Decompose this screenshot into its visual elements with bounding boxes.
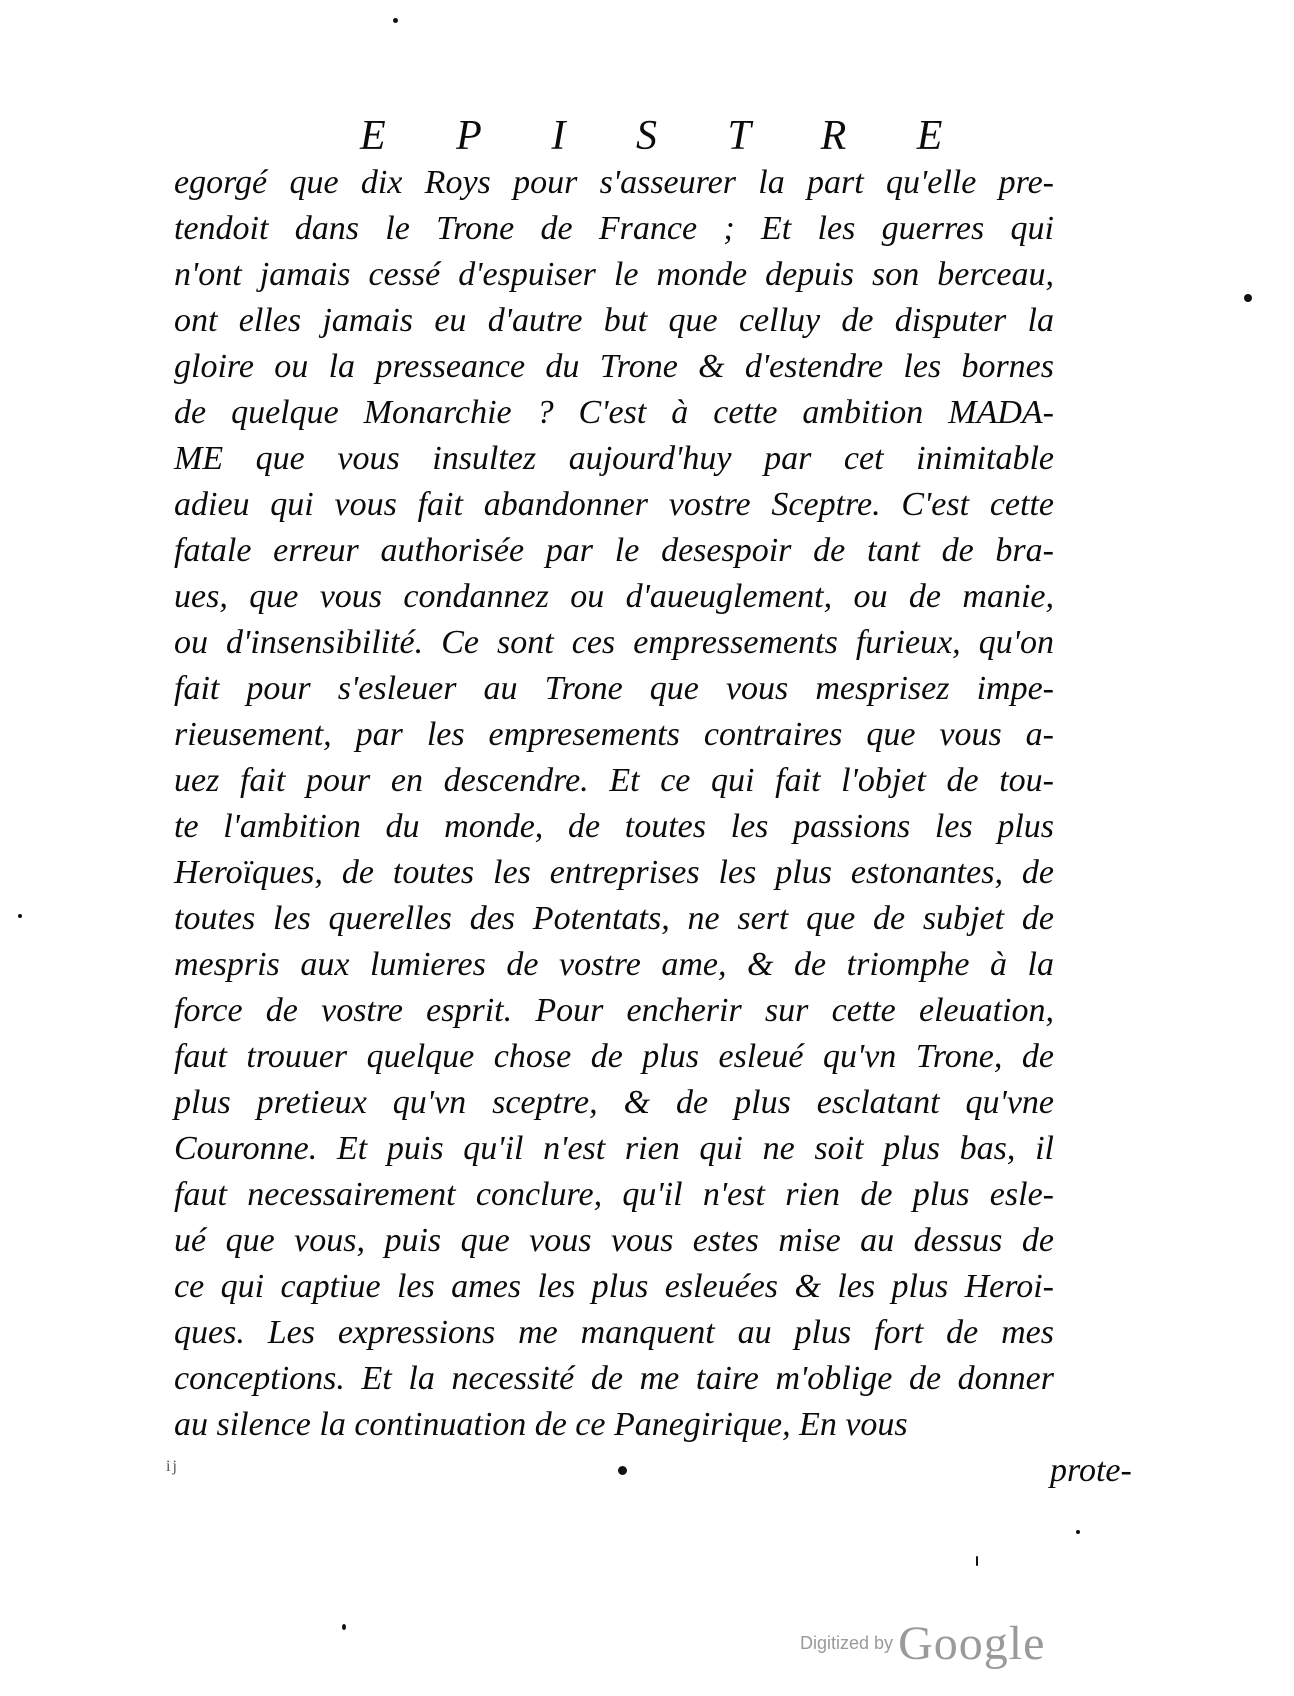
body-text [174,160,1144,1448]
text-line: ué que vous, puis que vous vous estes mise au dessus de [174,1222,1054,1259]
catchword: prote- [1050,1452,1132,1489]
watermark-brand: Google [898,1617,1046,1670]
text-line: n'ont jamais cessé d'espuiser le monde depuis son berceau, [174,256,1054,293]
text-line: tendoit dans le Trone de France ; Et les guerres qui [174,210,1054,247]
text-line: ont elles jamais eu d'autre but que celluy de disputer la [174,302,1054,339]
text-line: plus pretieux qu'vn sceptre, & de plus esclatant qu'vne [174,1084,1054,1121]
text-line: te l'ambition du monde, de toutes les passions les plus [174,808,1054,845]
text-line: uez fait pour en descendre. Et ce qui fait l'objet de tou- [174,762,1054,799]
ink-speck [618,1466,627,1475]
text-line: ques. Les expressions me manquent au plus fort de mes [174,1314,1054,1351]
text-line: Couronne. Et puis qu'il n'est rien qui ne soit plus bas, il [174,1130,1054,1167]
running-head: E P I S T R E [360,113,973,159]
ink-speck [976,1556,978,1566]
text-line: ou d'insensibilité. Ce sont ces empressements furieux, qu'on [174,624,1054,661]
text-line: adieu qui vous fait abandonner vostre Sceptre. C'est cette [174,486,1054,523]
ink-speck [1076,1530,1080,1534]
text-line: faut necessairement conclure, qu'il n'est rien de plus esle- [174,1176,1054,1213]
text-line: ues, que vous condannez ou d'aueuglement, ou de manie, [174,578,1054,615]
text-line: de quelque Monarchie ? C'est à cette ambition MADA- [174,394,1054,431]
ink-speck [18,914,22,918]
text-line: conceptions. Et la necessité de me taire m'oblige de donner [174,1360,1054,1397]
watermark-prefix: Digitized by [800,1633,894,1653]
text-line: mespris aux lumieres de vostre ame, & de triomphe à la [174,946,1054,983]
text-line: force de vostre esprit. Pour encherir sur cette eleuation, [174,992,1054,1029]
text-line: gloire ou la presseance du Trone & d'estendre les bornes [174,348,1054,385]
digitized-watermark [800,1616,1046,1670]
text-line: fatale erreur authorisée par le desespoir de tant de bra- [174,532,1054,569]
text-line: ce qui captiue les ames les plus esleuées & les plus Heroi- [174,1268,1054,1305]
signature-mark: ij [166,1458,179,1475]
text-line: toutes les querelles des Potentats, ne sert que de subjet de [174,900,1054,937]
ink-speck [1244,294,1252,302]
text-line: au silence la continuation de ce Panegirique, En vous [174,1406,908,1443]
ink-speck [342,1624,346,1630]
text-line: rieusement, par les empresements contraires que vous a- [174,716,1054,753]
ink-speck [393,18,398,23]
text-line: fait pour s'esleuer au Trone que vous mesprisez impe- [174,670,1054,707]
text-line: ME que vous insultez aujourd'huy par cet inimitable [174,440,1054,477]
text-line: egorgé que dix Roys pour s'asseurer la part qu'elle pre- [174,164,1054,201]
text-line: Heroïques, de toutes les entreprises les plus estonantes, de [174,854,1054,891]
text-line: faut trouuer quelque chose de plus esleué qu'vn Trone, de [174,1038,1054,1075]
